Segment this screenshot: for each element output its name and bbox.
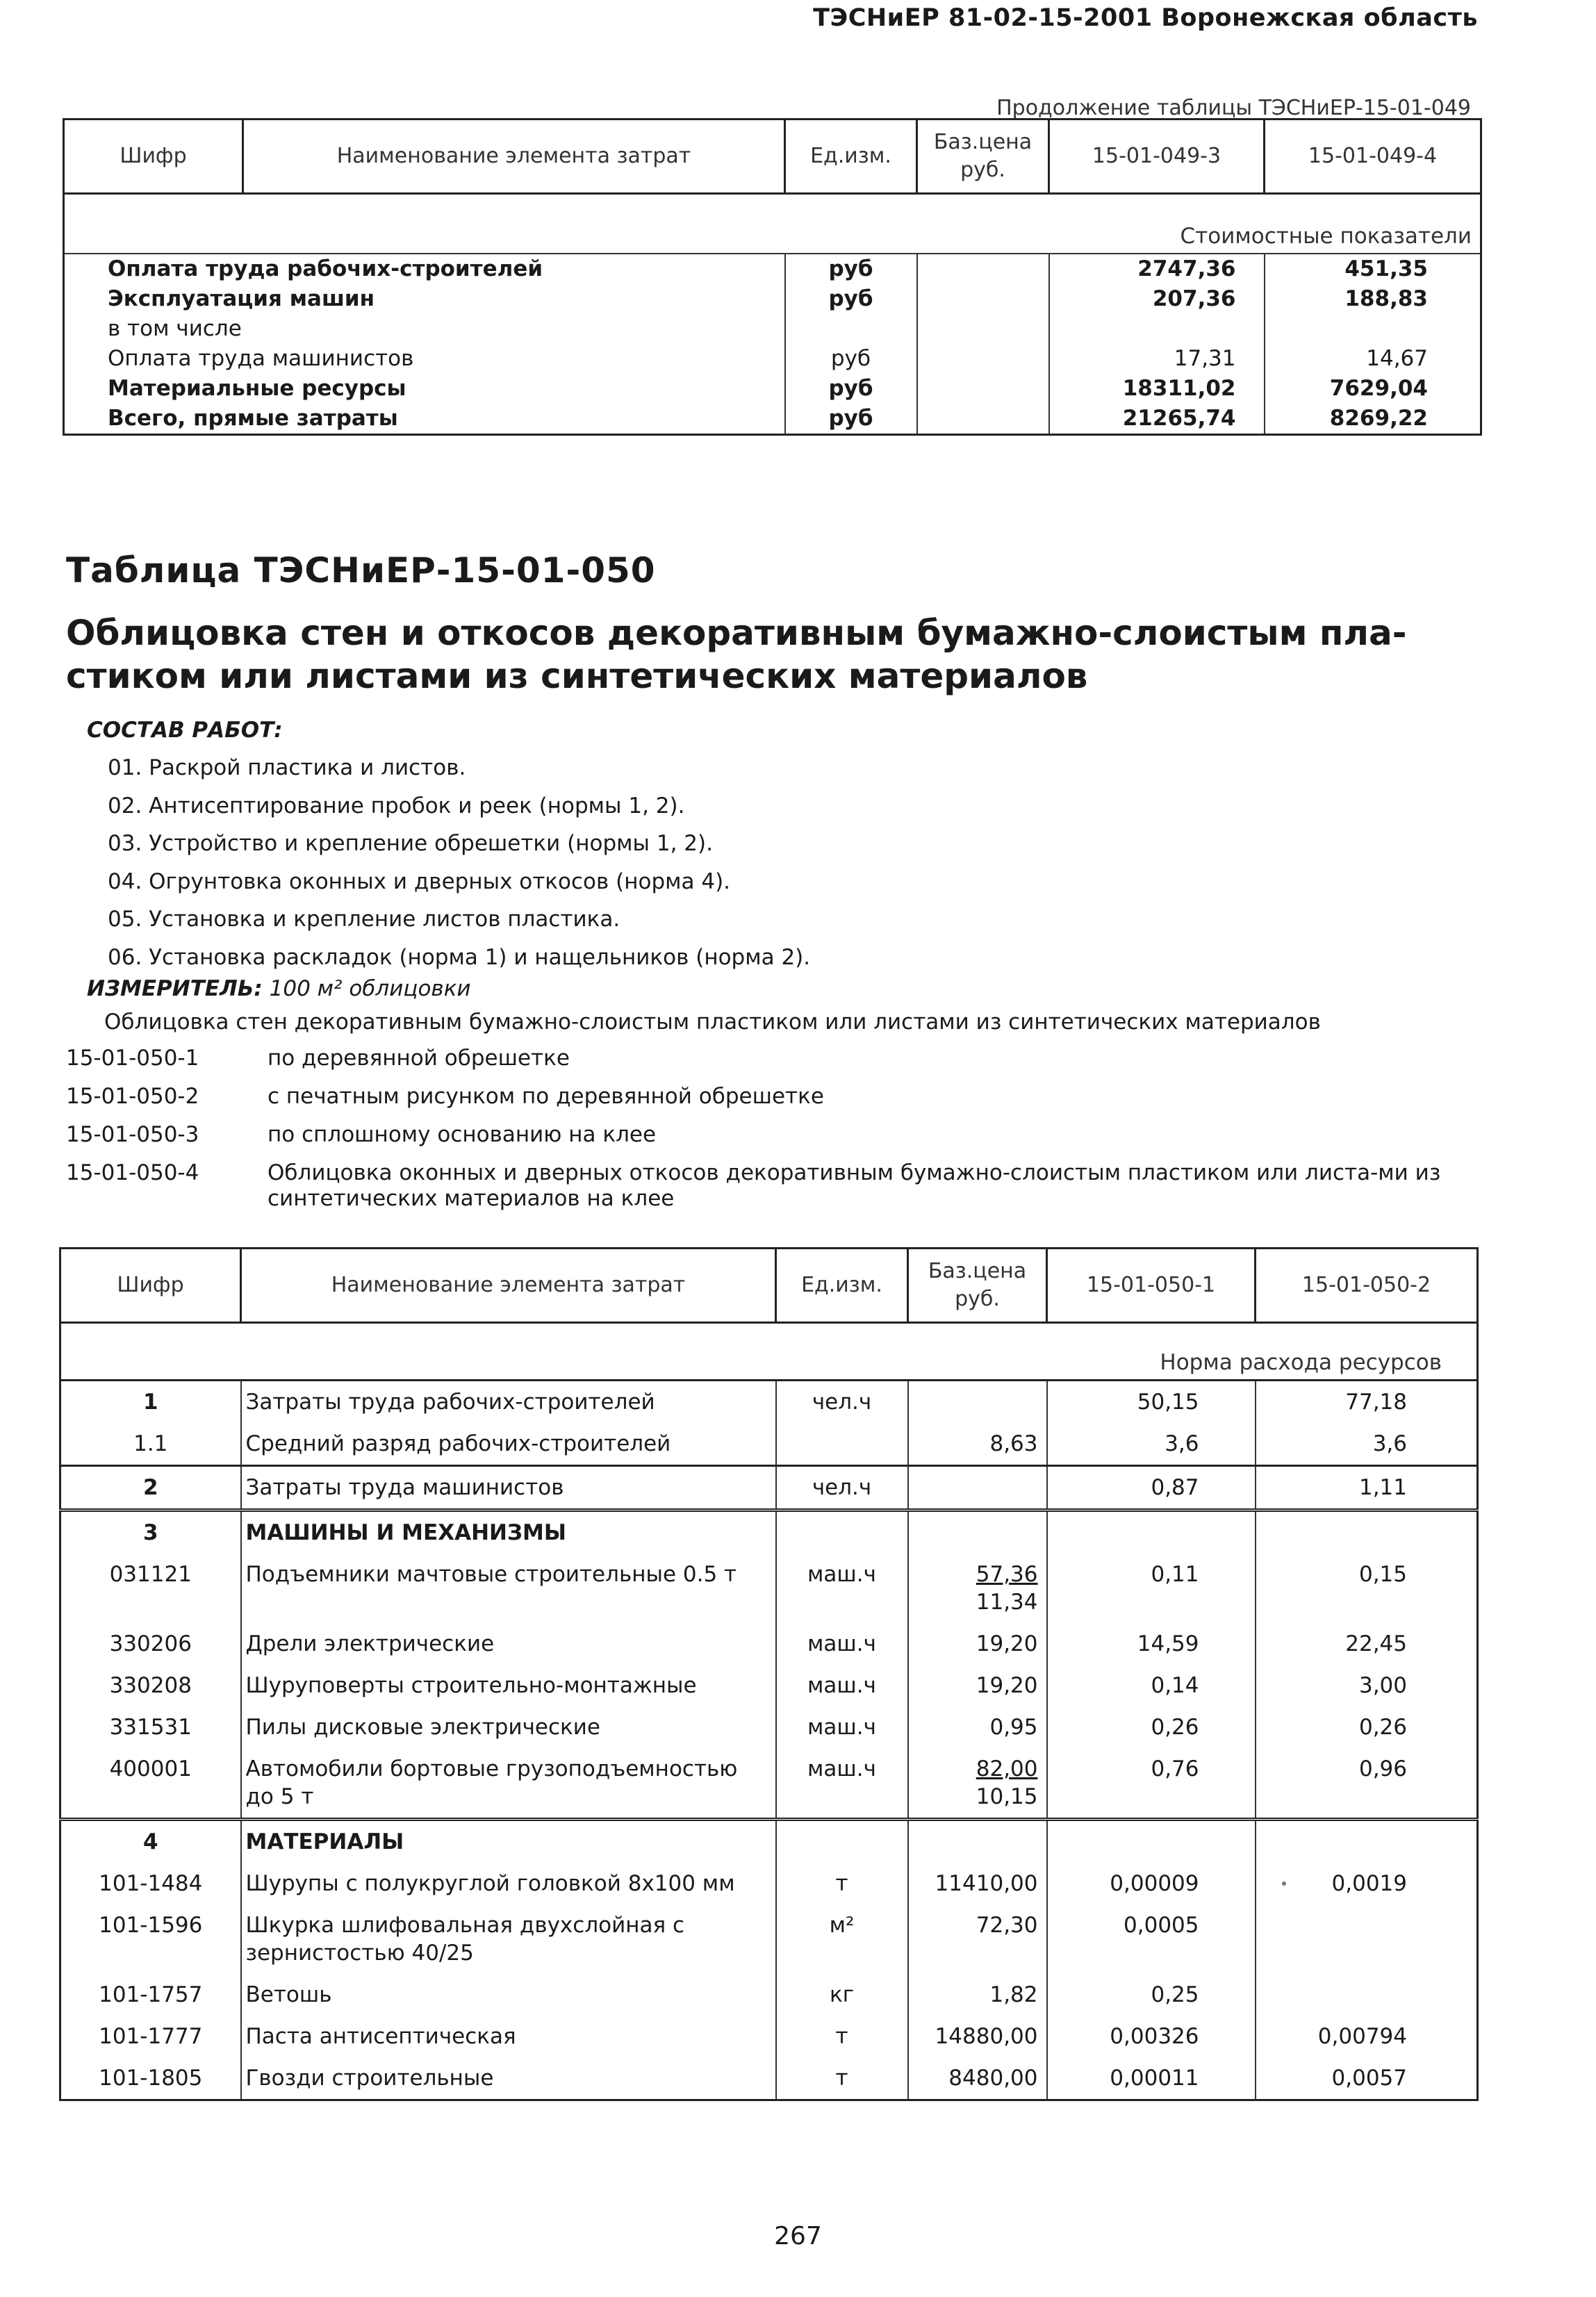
col-header-price: Баз.цена руб. xyxy=(917,120,1049,194)
measure-line xyxy=(87,976,471,1001)
row-value-3: 207,36 xyxy=(1049,284,1265,314)
row-value-4 xyxy=(1265,314,1481,344)
col-header-code: Шифр xyxy=(64,120,243,194)
measure-description: Облицовка стен декоративным бумажно-слоистым пластиком или листами из синтетических материалов xyxy=(104,1010,1321,1035)
norm-code: 15-01-050-1 xyxy=(66,1046,199,1071)
row-value-1: 0,00011 xyxy=(1047,2057,1256,2100)
work-operation-item: 03. Устройство и крепление обрешетки (нормы 1, 2). xyxy=(108,831,713,856)
row-value-3: 21265,74 xyxy=(1049,404,1265,435)
row-price xyxy=(908,1554,1047,1623)
row-unit: м² xyxy=(776,1904,908,1974)
row-value-1 xyxy=(1047,1820,1256,1863)
page-number: 267 xyxy=(774,2222,822,2250)
row-value-2 xyxy=(1256,1820,1478,1863)
row-value-1: 50,15 xyxy=(1047,1381,1256,1424)
table-row xyxy=(60,2057,1478,2100)
row-name: Эксплуатация машин xyxy=(64,284,785,314)
section-label: Норма расхода ресурсов xyxy=(60,1323,1478,1381)
row-price: 72,30 xyxy=(908,1904,1047,1974)
section-label: Стоимостные показатели xyxy=(64,194,1481,254)
norm-code-item xyxy=(66,1046,1518,1084)
measure-label: ИЗМЕРИТЕЛЬ: xyxy=(87,976,263,1001)
row-price xyxy=(908,1466,1047,1510)
row-name: в том числе xyxy=(64,314,785,344)
row-name: Пилы дисковые электрические xyxy=(241,1706,776,1748)
row-value-1: 0,25 xyxy=(1047,1974,1256,2016)
row-code: 4 xyxy=(60,1820,241,1863)
row-value-1: 3,6 xyxy=(1047,1423,1256,1466)
table-row xyxy=(60,1863,1478,1904)
row-name: Дрели электрические xyxy=(241,1623,776,1665)
work-operation-item: 02. Антисептирование пробок и реек (нормы 1, 2). xyxy=(108,793,685,818)
row-value-2: 0,0019 xyxy=(1256,1863,1478,1904)
row-value-4: 8269,22 xyxy=(1265,404,1481,435)
row-value-3: 17,31 xyxy=(1049,344,1265,374)
price-cell xyxy=(917,404,1049,435)
row-name: Оплата труда рабочих-строителей xyxy=(64,254,785,284)
row-code: 101-1596 xyxy=(60,1904,241,1974)
row-value-2: 3,00 xyxy=(1256,1665,1478,1706)
row-code: 101-1757 xyxy=(60,1974,241,2016)
continuation-table xyxy=(63,118,1482,436)
row-price xyxy=(908,1748,1047,1820)
col-header-price: Баз.цена руб. xyxy=(908,1249,1047,1323)
row-value-4: 14,67 xyxy=(1265,344,1481,374)
row-unit: руб xyxy=(785,284,917,314)
row-unit: маш.ч xyxy=(776,1706,908,1748)
row-price: 8,63 xyxy=(908,1423,1047,1466)
table-header-row xyxy=(64,120,1481,194)
row-code: 101-1777 xyxy=(60,2016,241,2057)
row-value-2: 0,26 xyxy=(1256,1706,1478,1748)
row-value-3 xyxy=(1049,314,1265,344)
table-row xyxy=(60,1554,1478,1623)
row-name: Шурупы с полукруглой головкой 8х100 мм xyxy=(241,1863,776,1904)
row-value-2 xyxy=(1256,1904,1478,1974)
table-row xyxy=(64,374,1481,404)
table-subtitle: Облицовка стен и откосов декоративным бумажно-слоистым пла-стиком или листами из синтетических материалов xyxy=(66,613,1407,696)
table-row xyxy=(64,344,1481,374)
table-row xyxy=(60,1904,1478,1974)
table-row xyxy=(60,1510,1478,1554)
row-value-1: 0,26 xyxy=(1047,1706,1256,1748)
norm-code-item xyxy=(66,1160,1518,1211)
row-name: МАТЕРИАЛЫ xyxy=(241,1820,776,1863)
norms-table xyxy=(59,1247,1479,2101)
norm-code: 15-01-050-3 xyxy=(66,1122,199,1147)
norm-code-description: по деревянной обрешетке xyxy=(268,1046,570,1071)
norm-code-item xyxy=(66,1084,1518,1122)
row-value-2: 0,0057 xyxy=(1256,2057,1478,2100)
row-unit: маш.ч xyxy=(776,1554,908,1623)
row-value-2 xyxy=(1256,1974,1478,2016)
row-value-2 xyxy=(1256,1510,1478,1554)
row-code: 330206 xyxy=(60,1623,241,1665)
work-operations-list xyxy=(108,749,810,976)
norm-code: 15-01-050-2 xyxy=(66,1084,199,1109)
row-value-2: 0,00794 xyxy=(1256,2016,1478,2057)
row-unit xyxy=(776,1820,908,1863)
row-name: Ветошь xyxy=(241,1974,776,2016)
row-code: 3 xyxy=(60,1510,241,1554)
price-cell xyxy=(917,374,1049,404)
continuation-caption: Продолжение таблицы ТЭСНиЕР-15-01-049 xyxy=(996,96,1471,120)
col-header-norm-4: 15-01-049-4 xyxy=(1265,120,1481,194)
table-row xyxy=(64,404,1481,435)
row-unit: руб xyxy=(785,404,917,435)
row-unit: чел.ч xyxy=(776,1466,908,1510)
work-operation-item: 01. Раскрой пластика и листов. xyxy=(108,755,466,780)
row-unit: т xyxy=(776,1863,908,1904)
row-name: Оплата труда машинистов xyxy=(64,344,785,374)
norm-code-description: Облицовка оконных и дверных откосов декоративным бумажно-слоистым пластиком или листа-ми из синтетических материалов на клее xyxy=(268,1160,1441,1211)
row-code: 031121 xyxy=(60,1554,241,1623)
row-value-1 xyxy=(1047,1510,1256,1554)
work-operation-item: 04. Огрунтовка оконных и дверных откосов (норма 4). xyxy=(108,868,731,894)
row-unit: маш.ч xyxy=(776,1748,908,1820)
work-operation-item: 05. Установка и крепление листов пластика. xyxy=(108,907,620,932)
row-unit: кг xyxy=(776,1974,908,2016)
row-value-4: 7629,04 xyxy=(1265,374,1481,404)
row-unit xyxy=(785,314,917,344)
row-value-2: 22,45 xyxy=(1256,1623,1478,1665)
row-code: 330208 xyxy=(60,1665,241,1706)
row-unit: т xyxy=(776,2016,908,2057)
row-value-3: 2747,36 xyxy=(1049,254,1265,284)
row-value-1: 0,11 xyxy=(1047,1554,1256,1623)
work-composition-label: СОСТАВ РАБОТ: xyxy=(87,718,283,743)
row-name: Гвозди строительные xyxy=(241,2057,776,2100)
table-row xyxy=(60,1974,1478,2016)
row-unit: руб xyxy=(785,374,917,404)
row-price: 19,20 xyxy=(908,1665,1047,1706)
row-price: 8480,00 xyxy=(908,2057,1047,2100)
col-header-norm-3: 15-01-049-3 xyxy=(1049,120,1265,194)
row-price: 14880,00 xyxy=(908,2016,1047,2057)
measure-value: 100 м² облицовки xyxy=(269,976,471,1001)
norm-code-item xyxy=(66,1122,1518,1160)
row-value-2: 1,11 xyxy=(1256,1466,1478,1510)
row-name: Автомобили бортовые грузоподъемностью до 5 т xyxy=(241,1748,776,1820)
col-header-code: Шифр xyxy=(60,1249,241,1323)
row-name: Затраты труда рабочих-строителей xyxy=(241,1381,776,1424)
row-value-1: 0,87 xyxy=(1047,1466,1256,1510)
col-header-norm-2: 15-01-050-2 xyxy=(1256,1249,1478,1323)
row-value-1: 0,0005 xyxy=(1047,1904,1256,1974)
row-unit: маш.ч xyxy=(776,1623,908,1665)
row-name: Средний разряд рабочих-строителей xyxy=(241,1423,776,1466)
col-header-unit: Ед.изм. xyxy=(785,120,917,194)
row-value-2: 0,96 xyxy=(1256,1748,1478,1820)
row-value-2: 3,6 xyxy=(1256,1423,1478,1466)
table-row xyxy=(60,1820,1478,1863)
section-row xyxy=(60,1323,1478,1381)
row-unit: руб xyxy=(785,254,917,284)
row-price xyxy=(908,1381,1047,1424)
row-value-4: 451,35 xyxy=(1265,254,1481,284)
row-code: 1 xyxy=(60,1381,241,1424)
row-value-2: 0,15 xyxy=(1256,1554,1478,1623)
table-title: Таблица ТЭСНиЕР-15-01-050 xyxy=(66,550,656,591)
section-row xyxy=(64,194,1481,254)
running-header: ТЭСНиЕР 81-02-15-2001 Воронежская область xyxy=(813,4,1478,32)
row-name: Паста антисептическая xyxy=(241,2016,776,2057)
price-operator: 11,34 xyxy=(976,1590,1038,1615)
scan-speck xyxy=(1282,1882,1286,1886)
table-row xyxy=(64,254,1481,284)
row-value-3: 18311,02 xyxy=(1049,374,1265,404)
table-row xyxy=(60,1623,1478,1665)
row-value-1: 0,14 xyxy=(1047,1665,1256,1706)
row-name: Шкурка шлифовальная двухслойная с зернистостью 40/25 xyxy=(241,1904,776,1974)
row-code: 101-1805 xyxy=(60,2057,241,2100)
row-price xyxy=(908,1820,1047,1863)
norm-codes-list xyxy=(66,1046,1518,1211)
norm-code-description: по сплошному основанию на клее xyxy=(268,1122,657,1147)
row-name: Затраты труда машинистов xyxy=(241,1466,776,1510)
table-row xyxy=(64,284,1481,314)
row-name: МАШИНЫ И МЕХАНИЗМЫ xyxy=(241,1510,776,1554)
row-unit: маш.ч xyxy=(776,1665,908,1706)
row-name: Шуруповерты строительно-монтажные xyxy=(241,1665,776,1706)
row-name: Подъемники мачтовые строительные 0.5 т xyxy=(241,1554,776,1623)
row-value-4: 188,83 xyxy=(1265,284,1481,314)
price-cell xyxy=(917,254,1049,284)
row-price: 19,20 xyxy=(908,1623,1047,1665)
price-operator: 10,15 xyxy=(976,1784,1038,1809)
row-price: 11410,00 xyxy=(908,1863,1047,1904)
row-value-2: 77,18 xyxy=(1256,1381,1478,1424)
price-cell xyxy=(917,284,1049,314)
col-header-name: Наименование элемента затрат xyxy=(243,120,785,194)
table-row xyxy=(64,314,1481,344)
row-value-1: 0,00009 xyxy=(1047,1863,1256,1904)
table-row xyxy=(60,1665,1478,1706)
row-name: Материальные ресурсы xyxy=(64,374,785,404)
table-header-row xyxy=(60,1249,1478,1323)
row-code: 1.1 xyxy=(60,1423,241,1466)
row-name: Всего, прямые затраты xyxy=(64,404,785,435)
col-header-unit: Ед.изм. xyxy=(776,1249,908,1323)
row-unit: т xyxy=(776,2057,908,2100)
table-row xyxy=(60,1466,1478,1510)
table-row xyxy=(60,2016,1478,2057)
table-row xyxy=(60,1748,1478,1820)
norm-code-description: с печатным рисунком по деревянной обрешетке xyxy=(268,1084,824,1109)
table-row xyxy=(60,1423,1478,1466)
row-unit: руб xyxy=(785,344,917,374)
row-price xyxy=(908,1510,1047,1554)
price-cell xyxy=(917,314,1049,344)
row-code: 101-1484 xyxy=(60,1863,241,1904)
row-value-1: 14,59 xyxy=(1047,1623,1256,1665)
row-unit xyxy=(776,1510,908,1554)
price-cell xyxy=(917,344,1049,374)
row-value-1: 0,76 xyxy=(1047,1748,1256,1820)
table-row xyxy=(60,1381,1478,1424)
row-code: 331531 xyxy=(60,1706,241,1748)
row-unit xyxy=(776,1423,908,1466)
table-row xyxy=(60,1706,1478,1748)
row-price: 1,82 xyxy=(908,1974,1047,2016)
price-machine: 82,00 xyxy=(976,1756,1038,1781)
col-header-name: Наименование элемента затрат xyxy=(241,1249,776,1323)
row-unit: чел.ч xyxy=(776,1381,908,1424)
row-value-1: 0,00326 xyxy=(1047,2016,1256,2057)
col-header-norm-1: 15-01-050-1 xyxy=(1047,1249,1256,1323)
work-operation-item: 06. Установка раскладок (норма 1) и нащельников (норма 2). xyxy=(108,944,811,970)
price-machine: 57,36 xyxy=(976,1562,1038,1587)
norm-code: 15-01-050-4 xyxy=(66,1160,199,1185)
row-code: 2 xyxy=(60,1466,241,1510)
row-price: 0,95 xyxy=(908,1706,1047,1748)
row-code: 400001 xyxy=(60,1748,241,1820)
